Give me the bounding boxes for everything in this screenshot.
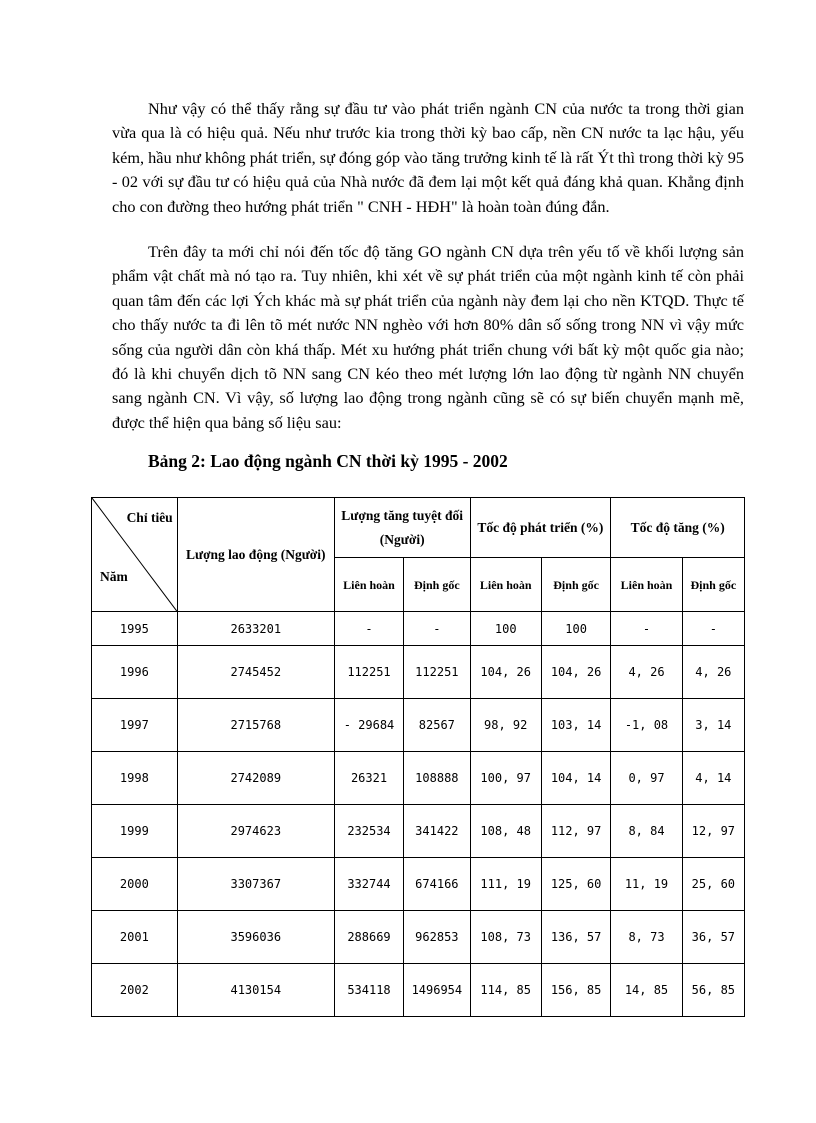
cell-dev-chain: 114, 85 (470, 964, 541, 1017)
cell-gr-base: 3, 14 (682, 699, 744, 752)
sub-header-base: Định gốc (682, 558, 744, 612)
cell-year: 1995 (92, 612, 178, 646)
cell-gr-base: 25, 60 (682, 858, 744, 911)
cell-gr-chain: 4, 26 (611, 646, 682, 699)
cell-labor: 2633201 (177, 612, 334, 646)
paragraph-2: Trên đây ta mới chỉ nói đến tốc độ tăng GO ngành CN dựa trên yếu tố về khối lượng sản phẩm vật chất mà nó tạo ra. Tuy nhiên, khi xét về sự phát triển của một ngành kinh tế còn phải quan tâm đến các lợi Ých khác mà sự phát triển của ngành này đem lại cho nền KTQD. Thực tế cho thấy nước ta đi lên tõ mét nước NN nghèo với hơn 80% dân số sống trong NN vì vậy mức sống của người dân còn khá thấp. Mét xu hướng phát triển chung với bất kỳ một quốc gia nào; đó là khi chuyển dịch tõ NN sang CN kéo theo mét lượng lớn lao động từ ngành NN chuyển sang ngành CN. Vì vậy, số lượng lao động trong ngành cũng sẽ có sự biến chuyển mạnh mẽ, được thể hiện qua bảng số liệu sau: (112, 242, 744, 432)
cell-abs-chain: 332744 (334, 858, 403, 911)
cell-dev-chain: 104, 26 (470, 646, 541, 699)
sub-header-base: Định gốc (404, 558, 470, 612)
cell-dev-chain: 100 (470, 612, 541, 646)
cell-year: 2000 (92, 858, 178, 911)
cell-labor: 3307367 (177, 858, 334, 911)
cell-dev-base: 103, 14 (541, 699, 610, 752)
cell-abs-base: 962853 (404, 911, 470, 964)
table-row (92, 646, 745, 699)
table-row (92, 612, 745, 646)
cell-abs-base: 674166 (404, 858, 470, 911)
cell-dev-chain: 98, 92 (470, 699, 541, 752)
header-development-rate: Tốc độ phát triển (%) (470, 498, 611, 558)
table-caption: Bảng 2: Lao động ngành CN thời kỳ 1995 - 2002 (148, 451, 508, 471)
cell-dev-base: 156, 85 (541, 964, 610, 1017)
cell-labor: 2742089 (177, 752, 334, 805)
cell-abs-chain: - (334, 612, 403, 646)
sub-header-chain: Liên hoàn (334, 558, 403, 612)
cell-abs-base: - (404, 612, 470, 646)
cell-gr-chain: 8, 73 (611, 911, 682, 964)
cell-year: 1998 (92, 752, 178, 805)
cell-dev-base: 136, 57 (541, 911, 610, 964)
table-body (92, 612, 745, 1017)
cell-labor: 4130154 (177, 964, 334, 1017)
cell-abs-chain: 112251 (334, 646, 403, 699)
header-growth-rate: Tốc độ tăng (%) (611, 498, 745, 558)
cell-gr-chain: - (611, 612, 682, 646)
cell-gr-base: 56, 85 (682, 964, 744, 1017)
cell-abs-base: 341422 (404, 805, 470, 858)
cell-abs-base: 108888 (404, 752, 470, 805)
cell-labor: 2974623 (177, 805, 334, 858)
cell-dev-chain: 108, 48 (470, 805, 541, 858)
cell-abs-chain: 534118 (334, 964, 403, 1017)
cell-abs-chain: 26321 (334, 752, 403, 805)
cell-abs-chain: - 29684 (334, 699, 403, 752)
cell-gr-base: 36, 57 (682, 911, 744, 964)
header-absolute-increase: Lượng tăng tuyệt đối (Người) (334, 498, 470, 558)
corner-header (92, 498, 178, 612)
table-row (92, 699, 745, 752)
table-row (92, 805, 745, 858)
table-row (92, 964, 745, 1017)
table-row (92, 752, 745, 805)
corner-label-indicator: Chỉ tiêu (126, 510, 173, 525)
cell-labor: 3596036 (177, 911, 334, 964)
cell-dev-base: 112, 97 (541, 805, 610, 858)
cell-abs-base: 112251 (404, 646, 470, 699)
cell-year: 1996 (92, 646, 178, 699)
cell-dev-chain: 100, 97 (470, 752, 541, 805)
labor-table (91, 497, 745, 1017)
cell-abs-chain: 288669 (334, 911, 403, 964)
table-row (92, 858, 745, 911)
cell-abs-chain: 232534 (334, 805, 403, 858)
cell-dev-chain: 108, 73 (470, 911, 541, 964)
cell-dev-base: 125, 60 (541, 858, 610, 911)
cell-year: 2001 (92, 911, 178, 964)
cell-gr-chain: 8, 84 (611, 805, 682, 858)
cell-abs-base: 82567 (404, 699, 470, 752)
cell-gr-base: 12, 97 (682, 805, 744, 858)
cell-gr-base: 4, 26 (682, 646, 744, 699)
cell-year: 1997 (92, 699, 178, 752)
cell-gr-chain: 14, 85 (611, 964, 682, 1017)
sub-header-base: Định gốc (541, 558, 610, 612)
header-labor: Lượng lao động (Người) (177, 498, 334, 612)
corner-label-year: Năm (100, 569, 128, 584)
cell-dev-base: 100 (541, 612, 610, 646)
cell-year: 1999 (92, 805, 178, 858)
cell-gr-chain: 0, 97 (611, 752, 682, 805)
table-row (92, 911, 745, 964)
cell-gr-base: 4, 14 (682, 752, 744, 805)
cell-gr-base: - (682, 612, 744, 646)
sub-header-chain: Liên hoàn (611, 558, 682, 612)
cell-year: 2002 (92, 964, 178, 1017)
cell-gr-chain: 11, 19 (611, 858, 682, 911)
cell-gr-chain: -1, 08 (611, 699, 682, 752)
cell-labor: 2715768 (177, 699, 334, 752)
cell-dev-base: 104, 26 (541, 646, 610, 699)
cell-labor: 2745452 (177, 646, 334, 699)
paragraph-1: Như vậy có thể thấy rằng sự đầu tư vào phát triển ngành CN của nước ta trong thời gian vừa qua là có hiệu quả. Nếu như trước kia trong thời kỳ bao cấp, nền CN nước ta lạc hậu, yếu kém, hầu như không phát triển, sự đóng góp vào tăng trưởng kinh tế là rất Ýt thì trong thời kỳ 95 - 02 với sự đầu tư có hiệu quả của Nhà nước đã đem lại một kết quả đáng khả quan. Khẳng định cho con đường theo hướng phát triển " CNH - HĐH" là hoàn toàn đúng đắn. (112, 99, 744, 216)
cell-abs-base: 1496954 (404, 964, 470, 1017)
cell-dev-base: 104, 14 (541, 752, 610, 805)
cell-dev-chain: 111, 19 (470, 858, 541, 911)
sub-header-chain: Liên hoàn (470, 558, 541, 612)
